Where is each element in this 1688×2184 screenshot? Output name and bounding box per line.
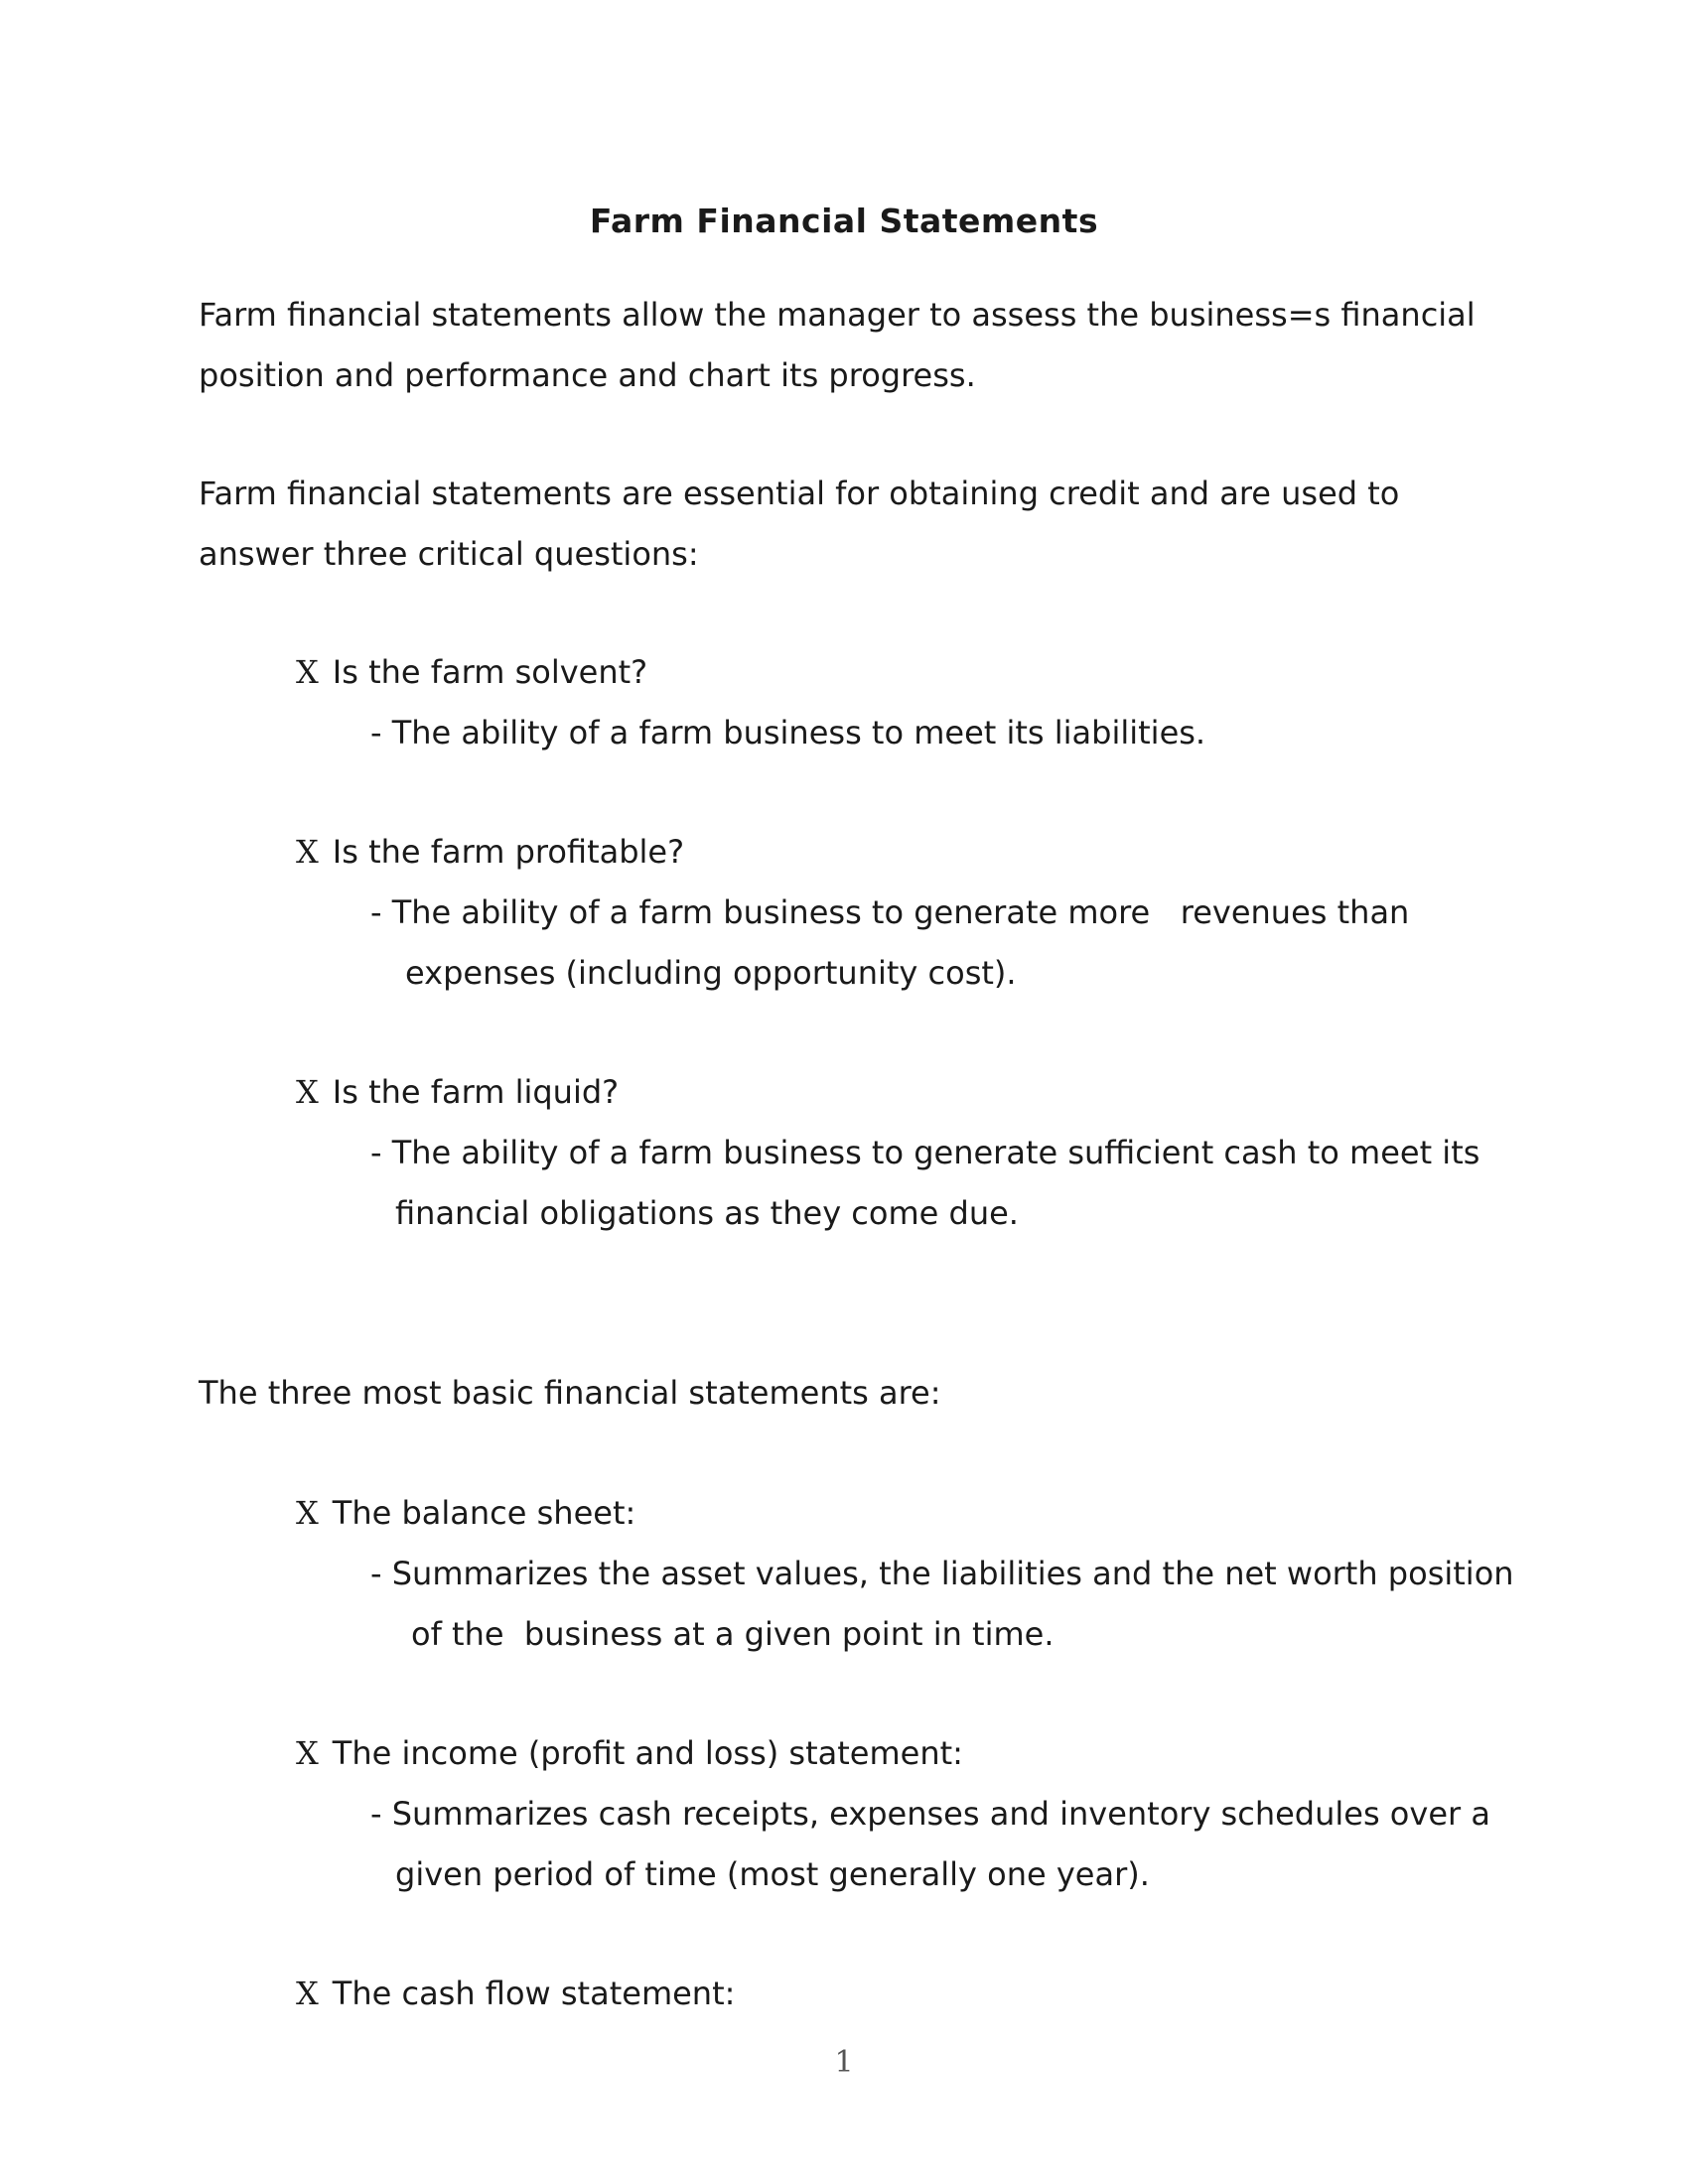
question-item-profitable: [296, 822, 684, 883]
bullet-mark: X: [296, 833, 319, 871]
question-item-solvent: [296, 642, 647, 703]
question-item-liquid: [296, 1062, 619, 1123]
statement-name: The cash flow statement:: [332, 1975, 736, 2012]
statement-name: The income (profit and loss) statement:: [332, 1734, 963, 1772]
question-text: Is the farm solvent?: [332, 653, 648, 691]
statement-name: The balance sheet:: [332, 1494, 636, 1532]
statement-description: - Summarizes cash receipts, expenses and inventory schedules over a: [370, 1795, 1490, 1833]
bullet-mark: X: [296, 653, 319, 691]
question-description: - The ability of a farm business to meet its liabilities.: [370, 714, 1206, 751]
question-description-cont: financial obligations as they come due.: [395, 1194, 1019, 1232]
question-description-cont: expenses (including opportunity cost).: [405, 954, 1017, 992]
bullet-mark: X: [296, 1073, 319, 1111]
page-number: 1: [834, 2045, 854, 2080]
statement-item-income: [296, 1723, 963, 1784]
statement-description: - Summarizes the asset values, the liabilities and the net worth position: [370, 1555, 1514, 1592]
intro-paragraph: [199, 285, 1509, 406]
bullet-mark: X: [296, 1975, 319, 2012]
question-text: Is the farm profitable?: [332, 833, 685, 871]
statement-item-cash-flow: [296, 1964, 735, 2024]
bullet-mark: X: [296, 1494, 319, 1532]
bullet-mark: X: [296, 1734, 319, 1772]
question-text: Is the farm liquid?: [332, 1073, 620, 1111]
intro-line-2: position and performance and chart its progress.: [199, 356, 976, 394]
page-title: Farm Financial Statements: [589, 202, 1099, 240]
credit-line-1: Farm financial statements are essential for obtaining credit and are used to: [199, 475, 1400, 512]
basic-statements-intro: The three most basic financial statements are:: [199, 1374, 941, 1412]
statement-description-cont: of the business at a given point in time.: [411, 1615, 1055, 1653]
statement-description-cont: given period of time (most generally one year).: [395, 1855, 1150, 1893]
question-description: - The ability of a farm business to generate sufficient cash to meet its: [370, 1134, 1480, 1171]
credit-paragraph: [199, 464, 1509, 585]
intro-line-1: Farm financial statements allow the manager to assess the business=s financial: [199, 296, 1476, 334]
credit-line-2: answer three critical questions:: [199, 535, 699, 573]
question-description: - The ability of a farm business to generate more revenues than: [370, 893, 1410, 931]
statement-item-balance-sheet: [296, 1483, 635, 1544]
